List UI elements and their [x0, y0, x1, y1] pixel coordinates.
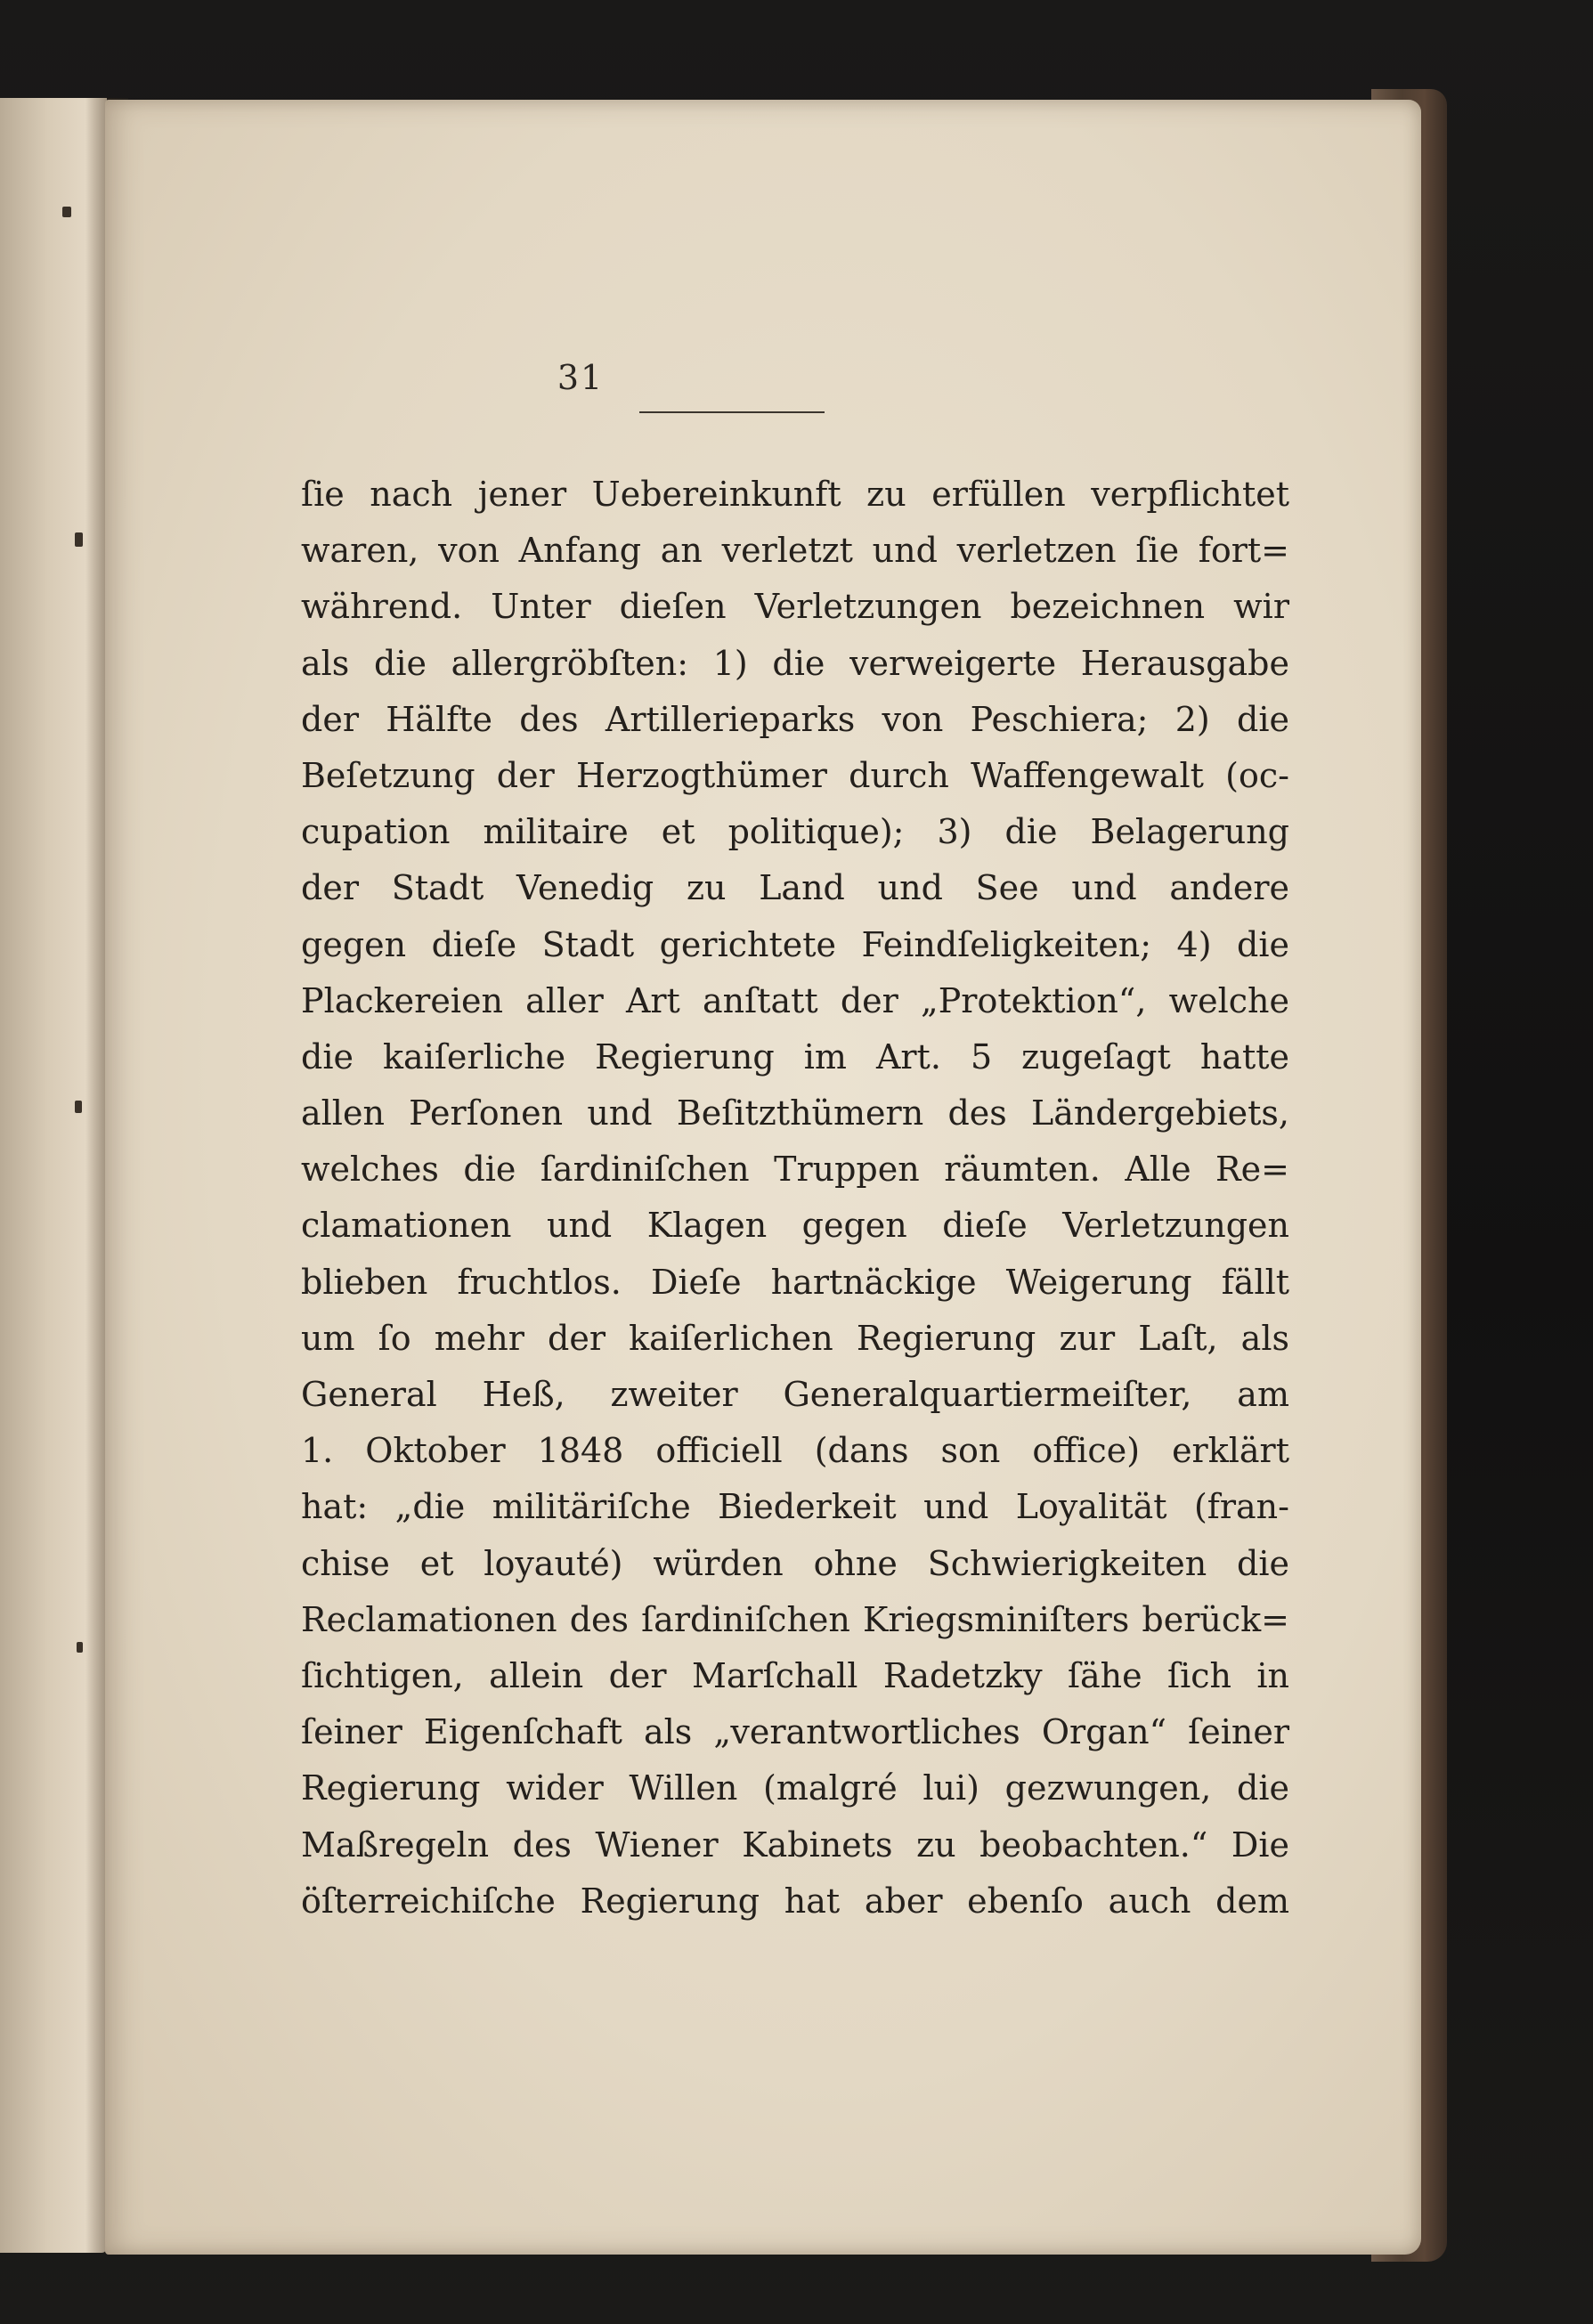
text-line: hat: „die militäriſche Biederkeit und Loyalität (fran- — [301, 1487, 1289, 1527]
text-line: waren, von Anfang an verletzt und verletzen ſie fort= — [301, 531, 1289, 571]
text-line: gegen dieſe Stadt gerichtete Feindſeligkeiten; 4) die — [301, 924, 1289, 964]
text-line: der Hälfte des Artillerieparks von Peschiera; 2) die — [301, 699, 1289, 739]
text-line: allen Perſonen und Beſitzthümern des Ländergebiets, — [301, 1093, 1289, 1134]
page-number: 31 — [557, 358, 605, 397]
text-line: blieben fruchtlos. Dieſe hartnäckige Weigerung fällt — [301, 1262, 1289, 1302]
text-line: Maßregeln des Wiener Kabinets zu beobachten.“ Die — [301, 1824, 1289, 1865]
text-line: während. Unter dieſen Verletzungen bezeichnen wir — [301, 587, 1289, 627]
gutter-speck — [75, 532, 83, 547]
page-number-rule — [639, 411, 825, 413]
text-line: öſterreichiſche Regierung hat aber ebenſo auch dem — [301, 1881, 1289, 1921]
book-page — [105, 100, 1421, 2255]
text-line: die kaiſerliche Regierung im Art. 5 zugeſagt hatte — [301, 1036, 1289, 1077]
body-text — [301, 467, 1289, 1930]
text-line: welches die ſardiniſchen Truppen räumten. Alle Re= — [301, 1150, 1289, 1190]
text-line: Reclamationen des ſardiniſchen Kriegsminiſters berück= — [301, 1599, 1289, 1639]
text-line: cupation militaire et politique); 3) die Belagerung — [301, 812, 1289, 852]
text-line: chise et loyauté) würden ohne Schwierigkeiten die — [301, 1543, 1289, 1583]
gutter-speck — [75, 1101, 82, 1113]
gutter-speck — [62, 207, 71, 217]
text-line: Beſetzung der Herzogthümer durch Waffengewalt (oc- — [301, 755, 1289, 795]
text-line: ſie nach jener Uebereinkunft zu erfüllen verpflichtet — [301, 475, 1289, 514]
text-line: clamationen und Klagen gegen dieſe Verletzungen — [301, 1206, 1289, 1246]
text-line: als die allergröbſten: 1) die verweigerte Herausgabe — [301, 643, 1289, 683]
text-line: ſeiner Eigenſchaft als „verantwortliches Organ“ ſeiner — [301, 1712, 1289, 1752]
text-line: der Stadt Venedig zu Land und See und andere — [301, 868, 1289, 908]
text-line: General Heß, zweiter Generalquartiermeiſter, am — [301, 1375, 1289, 1414]
text-line: Regierung wider Willen (malgré lui) gezwungen, die — [301, 1768, 1289, 1808]
text-line: 1. Oktober 1848 officiell (dans son office) erklärt — [301, 1431, 1289, 1471]
text-line: um ſo mehr der kaiſerlichen Regierung zur Laſt, als — [301, 1318, 1289, 1358]
text-line: Plackereien aller Art anſtatt der „Protektion“, welche — [301, 980, 1289, 1020]
text-line: ſichtigen, allein der Marſchall Radetzky ſähe ſich in — [301, 1655, 1289, 1695]
gutter-speck — [77, 1642, 83, 1653]
